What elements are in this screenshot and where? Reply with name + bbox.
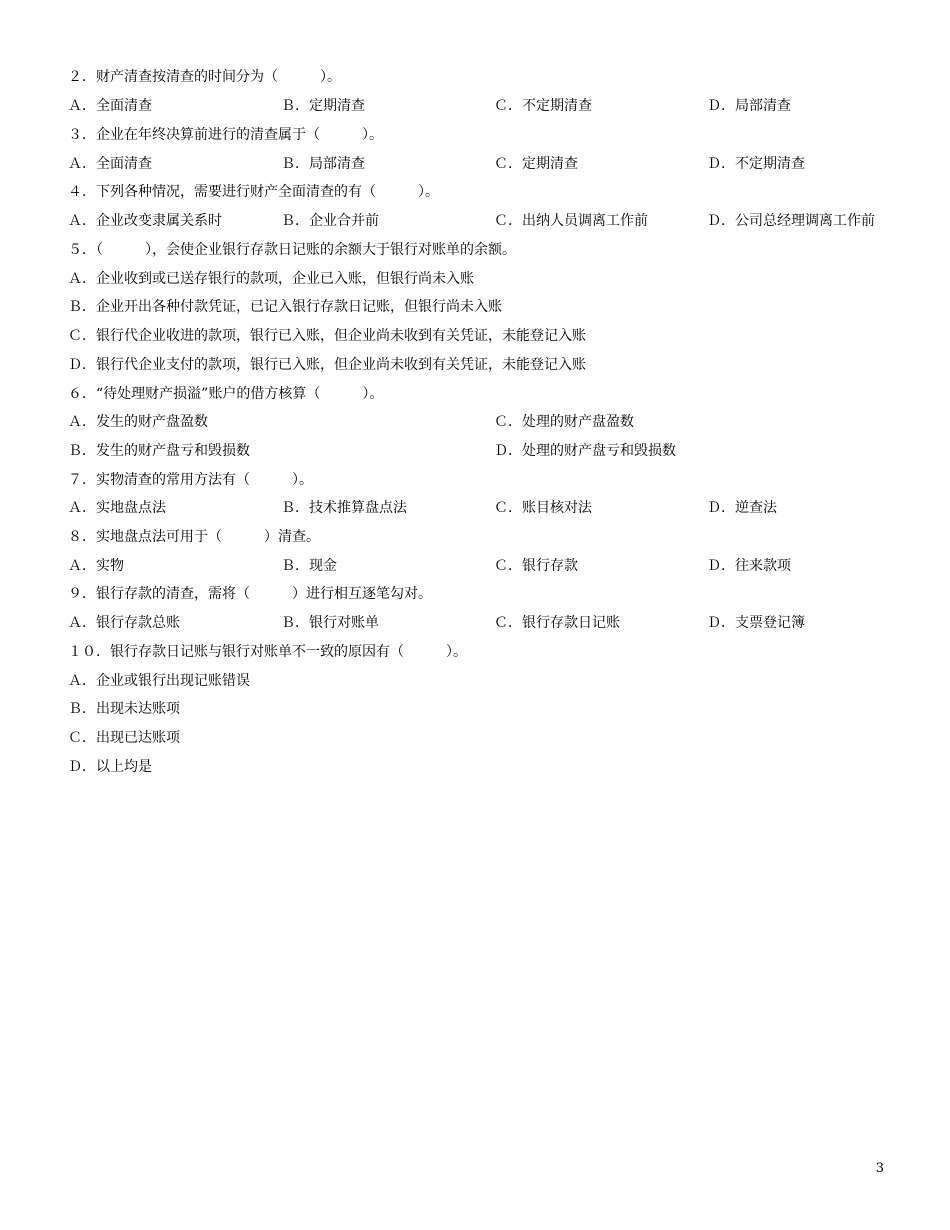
question-3-option-b: Ｂ．局部清查 bbox=[281, 156, 365, 172]
question-8-option-a: Ａ．实物 bbox=[68, 558, 124, 574]
question-9-options bbox=[68, 613, 910, 633]
question-4-option-d: Ｄ．公司总经理调离工作前 bbox=[707, 213, 875, 229]
question-9-option-d: Ｄ．支票登记簿 bbox=[707, 615, 805, 631]
question-5-option-c: Ｃ．银行代企业收进的款项，银行已入账，但企业尚未收到有关凭证，未能登记入账 bbox=[68, 328, 586, 344]
question-8-options bbox=[68, 556, 910, 576]
question-6-option-b: Ｂ．发生的财产盘亏和毁损数 bbox=[68, 443, 250, 459]
question-3-options bbox=[68, 154, 910, 174]
question-8-option-d: Ｄ．往来款项 bbox=[707, 558, 791, 574]
question-2-option-d: Ｄ．局部清查 bbox=[707, 98, 791, 114]
question-10-option-a: Ａ．企业或银行出现记账错误 bbox=[68, 673, 250, 689]
question-8-stem: ８．实地盘点法可用于（ ）清查。 bbox=[68, 529, 320, 545]
question-5-option-b: Ｂ．企业开出各种付款凭证，已记入银行存款日记账，但银行尚未入账 bbox=[68, 299, 502, 315]
question-7-option-b: Ｂ．技术推算盘点法 bbox=[281, 500, 407, 516]
question-4-option-a: Ａ．企业改变隶属关系时 bbox=[68, 213, 222, 229]
question-6-option-a: Ａ．发生的财产盘盈数 bbox=[68, 414, 208, 430]
question-8-option-c: Ｃ．银行存款 bbox=[494, 558, 578, 574]
question-10-option-c: Ｃ．出现已达账项 bbox=[68, 730, 180, 746]
page-number: 3 bbox=[875, 1161, 884, 1176]
question-4-option-b: Ｂ．企业合并前 bbox=[281, 213, 379, 229]
question-3-option-c: Ｃ．定期清查 bbox=[494, 156, 578, 172]
question-2-option-a: Ａ．全面清查 bbox=[68, 98, 152, 114]
question-2-stem: ２．财产清查按清查的时间分为（ ）。 bbox=[68, 69, 341, 85]
question-2-option-b: Ｂ．定期清查 bbox=[281, 98, 365, 114]
question-3-stem: ３．企业在年终决算前进行的清查属于（ ）。 bbox=[68, 127, 383, 143]
question-9-option-b: Ｂ．银行对账单 bbox=[281, 615, 379, 631]
question-9-option-a: Ａ．银行存款总账 bbox=[68, 615, 180, 631]
question-5-option-a: Ａ．企业收到或已送存银行的款项，企业已入账，但银行尚未入账 bbox=[68, 271, 474, 287]
question-7-option-c: Ｃ．账目核对法 bbox=[494, 500, 592, 516]
question-6-options-row-2 bbox=[68, 441, 910, 461]
question-5-stem: ５．（ ），会使企业银行存款日记账的余额大于银行对账单的余额。 bbox=[68, 242, 516, 258]
question-7-option-a: Ａ．实地盘点法 bbox=[68, 500, 166, 516]
question-2-option-c: Ｃ．不定期清查 bbox=[494, 98, 592, 114]
question-6-options-row-1 bbox=[68, 412, 910, 432]
question-9-stem: ９．银行存款的清查，需将（ ）进行相互逐笔勾对。 bbox=[68, 586, 432, 602]
question-3-option-a: Ａ．全面清查 bbox=[68, 156, 152, 172]
question-10-option-d: Ｄ．以上均是 bbox=[68, 759, 152, 775]
question-4-options bbox=[68, 211, 910, 231]
question-7-options bbox=[68, 498, 910, 518]
question-6-option-d: Ｄ．处理的财产盘亏和毁损数 bbox=[494, 443, 676, 459]
question-9-option-c: Ｃ．银行存款日记账 bbox=[494, 615, 620, 631]
question-4-stem: ４．下列各种情况，需要进行财产全面清查的有（ ）。 bbox=[68, 184, 439, 200]
question-3-option-d: Ｄ．不定期清查 bbox=[707, 156, 805, 172]
question-6-option-c: Ｃ．处理的财产盘盈数 bbox=[494, 414, 634, 430]
question-10-option-b: Ｂ．出现未达账项 bbox=[68, 701, 180, 717]
question-2-options bbox=[68, 96, 910, 116]
question-4-option-c: Ｃ．出纳人员调离工作前 bbox=[494, 213, 648, 229]
question-8-option-b: Ｂ．现金 bbox=[281, 558, 337, 574]
question-10-stem: １０．银行存款日记账与银行对账单不一致的原因有（ ）。 bbox=[68, 644, 467, 660]
question-7-stem: ７．实物清查的常用方法有（ ）。 bbox=[68, 472, 313, 488]
question-5-option-d: Ｄ．银行代企业支付的款项，银行已入账，但企业尚未收到有关凭证，未能登记入账 bbox=[68, 357, 586, 373]
question-6-stem: ６．“待处理财产损溢”账户的借方核算（ ）。 bbox=[68, 386, 384, 402]
question-7-option-d: Ｄ．逆查法 bbox=[707, 500, 777, 516]
